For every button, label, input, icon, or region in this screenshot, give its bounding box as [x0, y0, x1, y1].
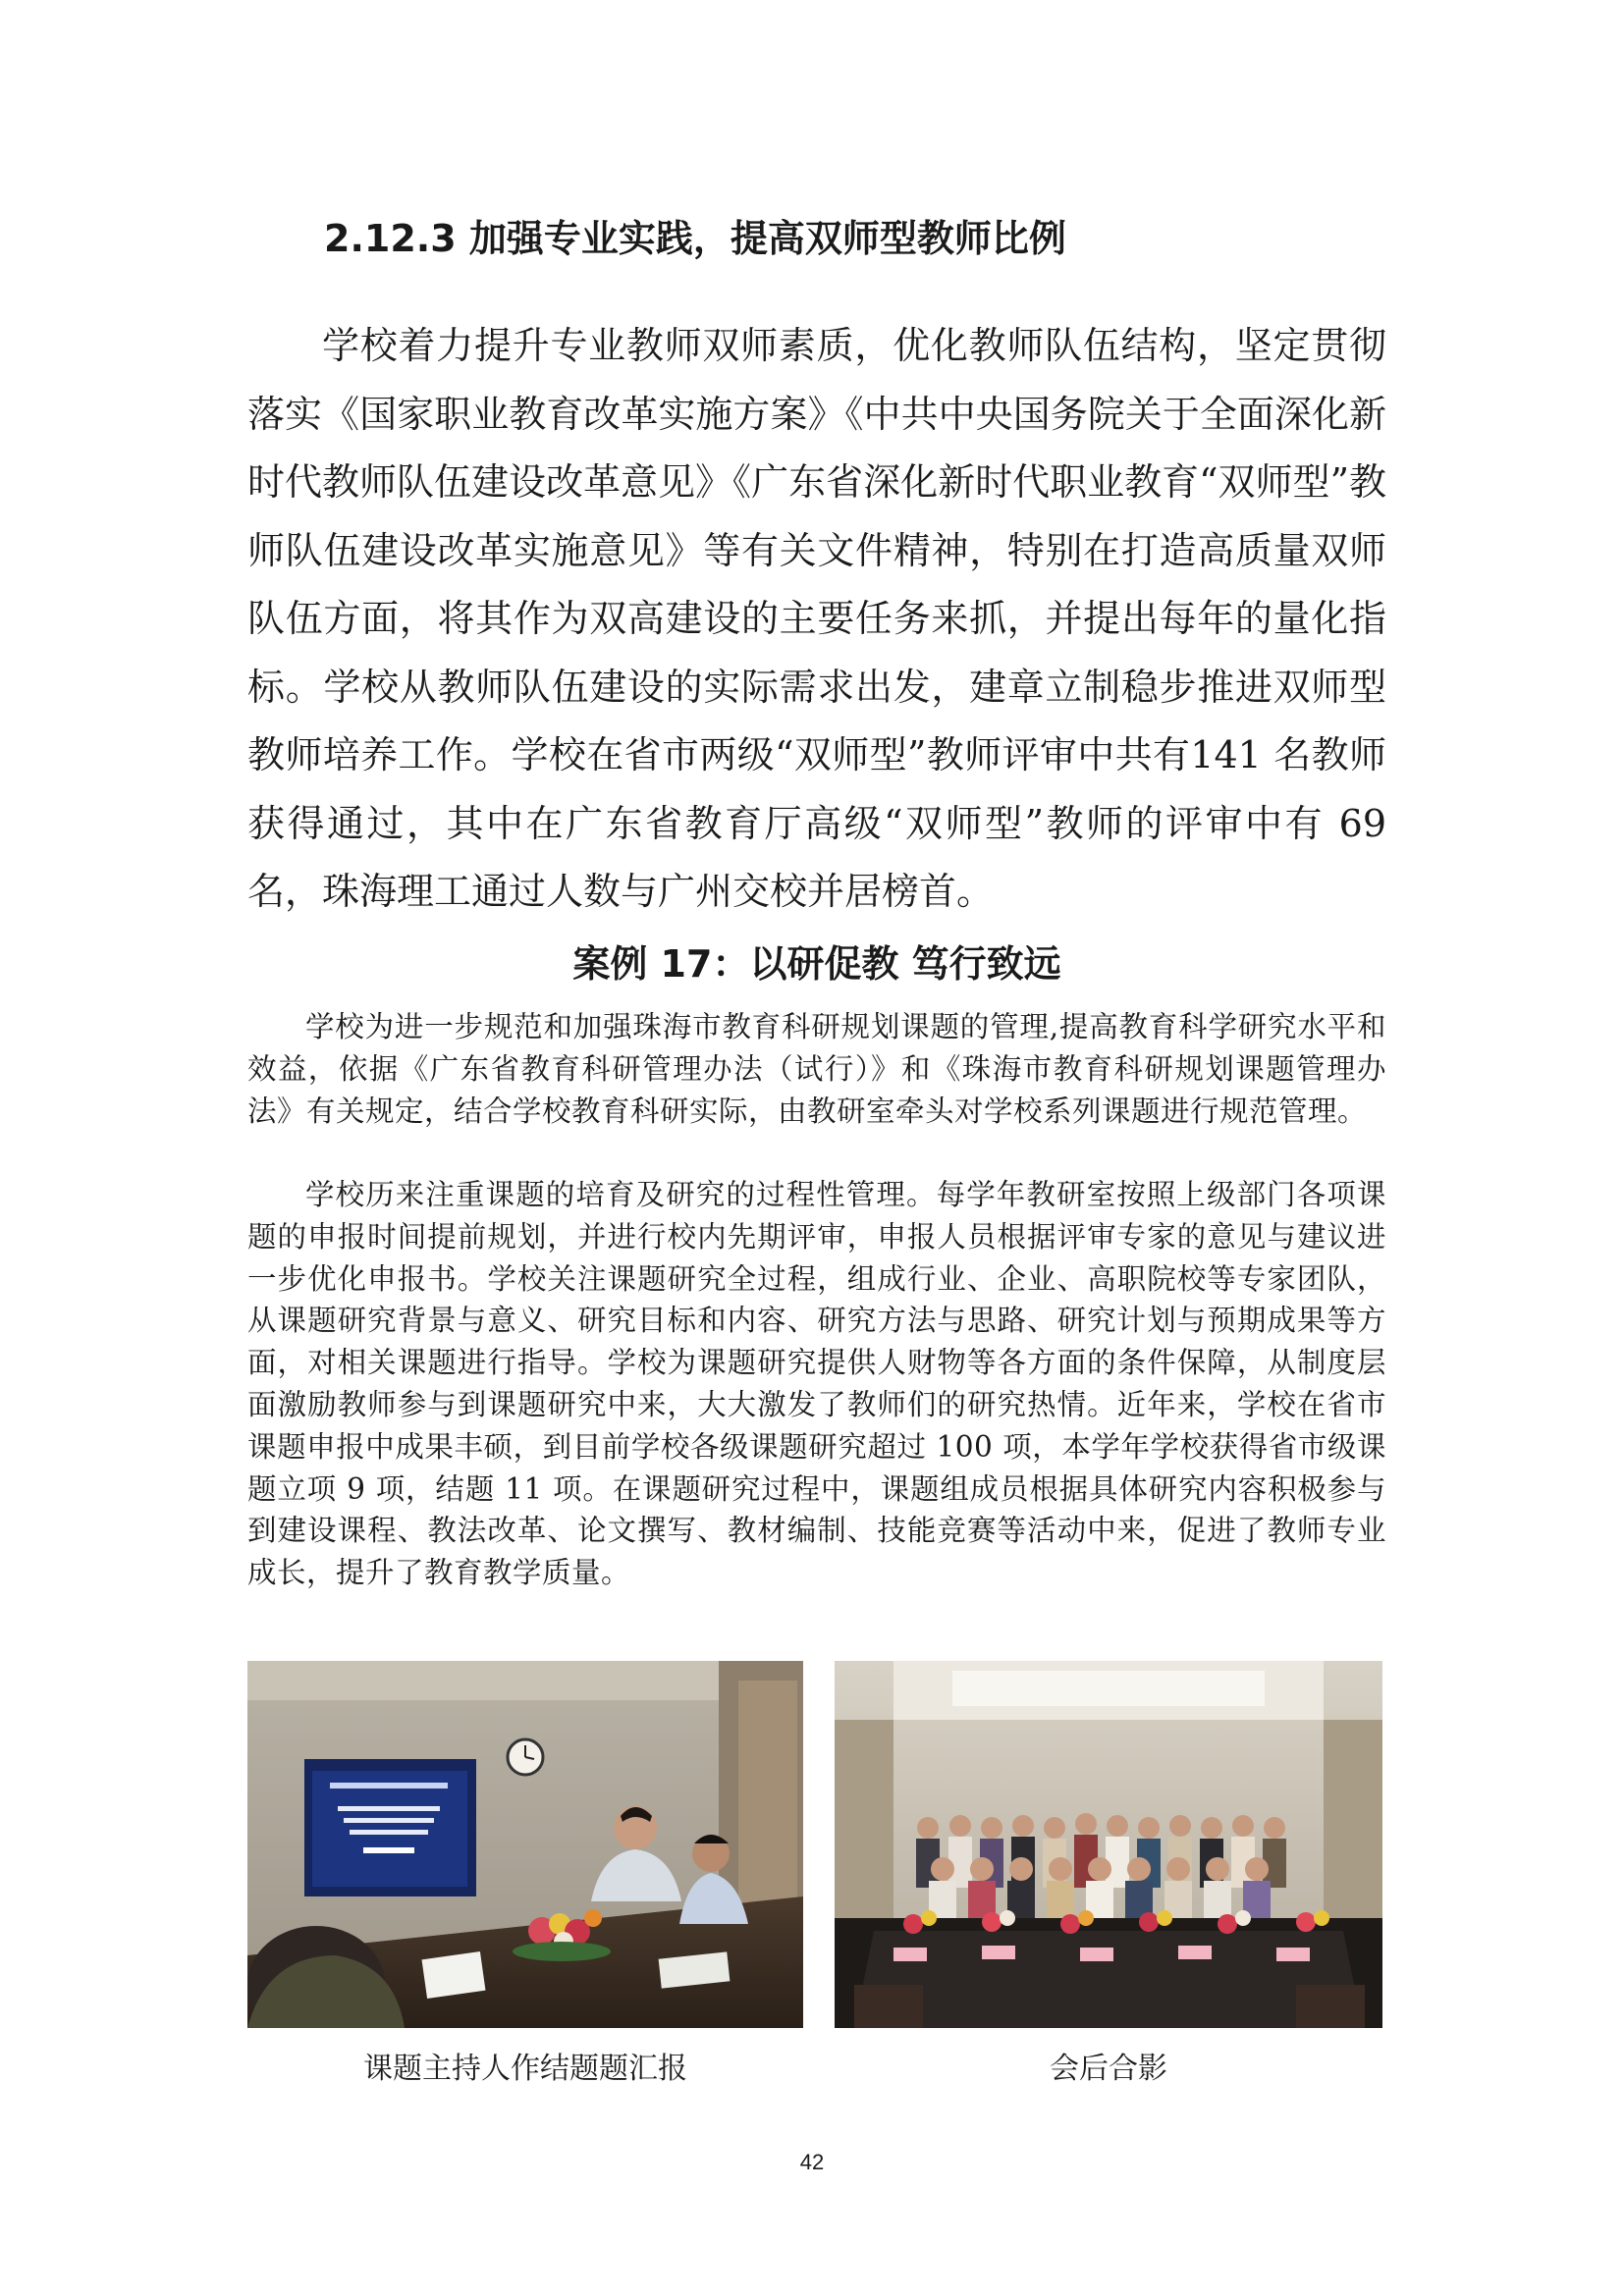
page-number: 42: [799, 2150, 825, 2174]
case-paragraph-2: 学校历来注重课题的培育及研究的过程性管理。每学年教研室按照上级部门各项课题的申报时间提前规划，并进行校内先期评审，申报人员根据评审专家的意见与建议进一步优化申报书。学校关注课题研究全过程，组成行业、企业、高职院校等专家团队，从课题研究背景与意义、研究目标和内容、研究方法与思路、研究计划与预期成果等方面，对相关课题进行指导。学校为课题研究提供人财物等各方面的条件保障，从制度层面激励教师参与到课题研究中来，大大激发了教师们的研究热情。近年来，学校在省市课题申报中成果丰硕，到目前学校各级课题研究超过 100 项，本学年学校获得省市级课题立项 9 项，结题 11 项。在课题研究过程中，课题组成员根据具体研究内容积极参与到建设课程、教法改革、论文撰写、教材编制、技能竞赛等活动中来，促进了教师专业成长，提升了教育教学质量。: [247, 1178, 1386, 1590]
right-photo-caption: 会后合影: [1050, 2052, 1167, 2086]
left-photo-caption: 课题主持人作结题题汇报: [363, 2052, 687, 2086]
section-paragraph: 学校着力提升专业教师双师素质，优化教师队伍结构，坚定贯彻落实《国家职业教育改革实施方案》《中共中央国务院关于全面深化新时代教师队伍建设改革意见》《广东省深化新时代职业教育“双师型”教师队伍建设改革实施意见》等有关文件精神，特别在打造高质量双师队伍方面，将其作为双高建设的主要任务来抓，并提出每年的量化指标。学校从教师队伍建设的实际需求出发，建章立制稳步推进双师型教师培养工作。学校在省市两级“双师型”教师评审中共有141 名教师获得通过，其中在广东省教育厅高级“双师型”教师的评审中有 69 名，珠海理工通过人数与广州交校并居榜首。: [247, 324, 1386, 913]
case-title: 案例 17：以研促教 笃行致远: [572, 942, 1061, 986]
photo-group: [835, 1661, 1382, 2028]
section-heading: 2.12.3 加强专业实践，提高双师型教师比例: [324, 217, 1066, 260]
case-paragraph-1: 学校为进一步规范和加强珠海市教育科研规划课题的管理,提高教育科学研究水平和效益，依据《广东省教育科研管理办法（试行）》和《珠海市教育科研规划课题管理办法》有关规定，结合学校教育科研实际，由教研室牵头对学校系列课题进行规范管理。: [247, 1010, 1386, 1128]
photo-presentation: [247, 1661, 803, 2028]
